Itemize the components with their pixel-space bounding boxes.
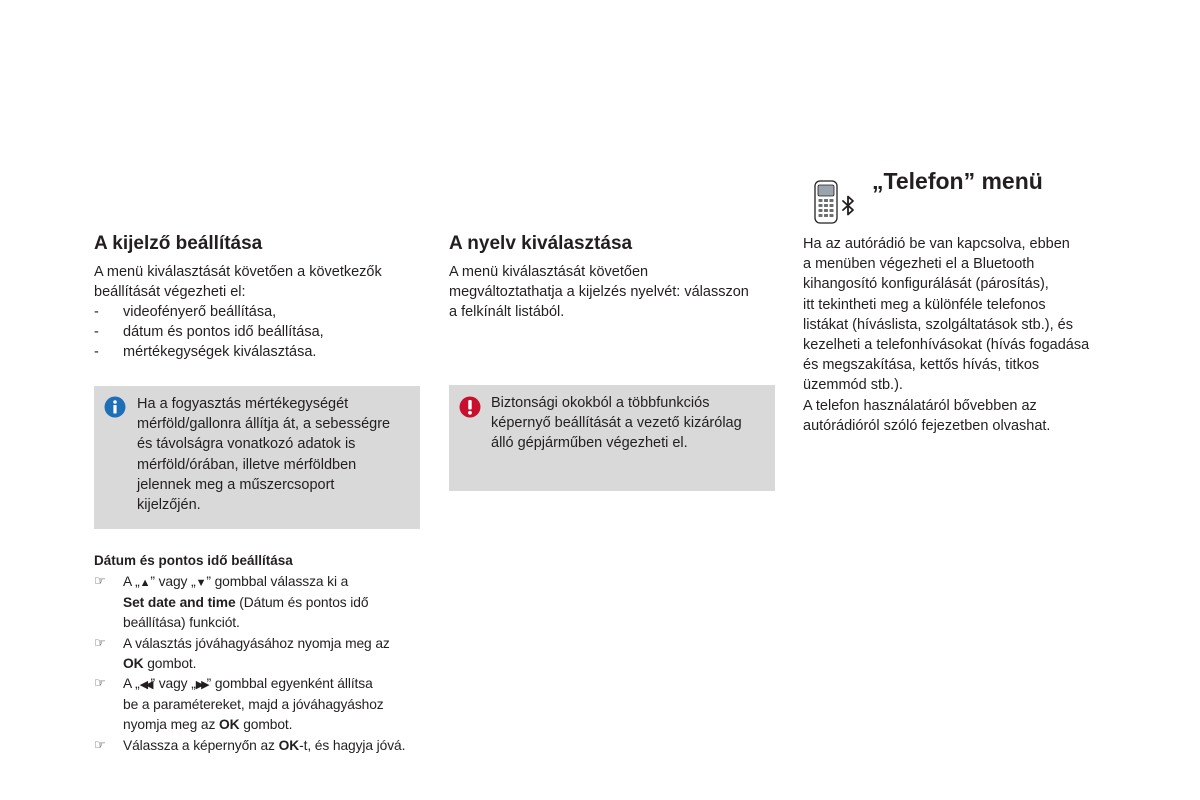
text-line: A menü kiválasztását követően a következők [94, 264, 382, 280]
date-time-steps [94, 572, 405, 756]
up-arrow-icon: ▲ [139, 577, 151, 589]
text-line: mérföld/órában, illetve mérföldben [137, 456, 357, 473]
text-line: listákat (híváslista, szolgáltatások stb.), és [803, 316, 1073, 333]
text-line: kezelheti a telefonhívásokat (hívás fogadása [803, 337, 1090, 354]
list-item: - videofényerő beállítása, [94, 302, 324, 322]
text-line: megváltoztathatja a kijelzés nyelvét: válasszon [449, 284, 749, 301]
text-line: és megszakítása, kettős hívás, titkos [803, 357, 1040, 374]
text-line: itt tekintheti meg a különféle telefonos [803, 296, 1046, 313]
info-note-text [137, 394, 390, 515]
rewind-icon: ◀◀ [139, 679, 151, 692]
text-line: Biztonsági okokból a többfunkciós [491, 395, 710, 411]
list-item: - dátum és pontos idő beállítása, [94, 322, 324, 342]
language-intro [449, 262, 749, 323]
text-line: a felkínált listából. [449, 304, 565, 321]
pointing-hand-icon: ☞ [94, 676, 106, 692]
step-item: ☞ A „▲” vagy „▼” gombbal válassza ki a Set date and time (Dátum és pontos idő beállítása) funkciót. [94, 574, 369, 631]
text-line: Ha a fogyasztás mértékegységét [137, 396, 349, 412]
step-item: ☞ A választás jóváhagyásához nyomja meg az OK gombot. [94, 635, 390, 671]
text-line: üzemmód stb.). [803, 377, 903, 394]
text-line: beállítását végezheti el: [94, 284, 246, 301]
text-line: jelennek meg a műszercsoport [137, 476, 335, 493]
telephone-menu-text [803, 234, 1089, 436]
pointing-hand-icon: ☞ [94, 737, 106, 753]
text-line: Ha az autórádió be van kapcsolva, ebben [803, 236, 1070, 252]
warning-icon [459, 396, 481, 418]
step-item: ☞ A „◀◀” vagy „▶▶” gombbal egyenként állítsa be a paramétereket, majd a jóváhagyáshoz nyomja meg az OK gombot. [94, 676, 384, 733]
section-heading-display: A kijelző beállítása [94, 233, 263, 254]
step-item: ☞ Válassza a képernyőn az OK-t, és hagyja jóvá. [94, 736, 405, 756]
text-line: képernyő beállítását a vezető kizárólag [491, 415, 742, 432]
telephone-menu-title: „Telefon” menü [872, 168, 1043, 194]
pointing-hand-icon: ☞ [94, 574, 106, 589]
date-time-subheading: Dátum és pontos idő beállítása [94, 553, 293, 568]
text-line: autórádióról szóló fejezetben olvashat. [803, 417, 1051, 434]
text-line: mérföld/gallonra állítja át, a sebességre [137, 416, 391, 433]
text-line: és távolságra vonatkozó adatok is [137, 436, 356, 453]
text-line: álló gépjárműben végezheti el. [491, 435, 688, 452]
mobile-phone-bluetooth-icon [810, 178, 860, 226]
down-arrow-icon: ▼ [195, 577, 207, 589]
info-icon [104, 396, 126, 418]
warning-note-text [491, 393, 742, 454]
warning-note-box [449, 385, 775, 491]
menu-option-name: Set date and time [123, 595, 236, 611]
display-intro [94, 262, 382, 302]
info-note-box [94, 386, 420, 529]
text-line: kijelzőjén. [137, 497, 201, 514]
text-line: A menü kiválasztását követően [449, 264, 649, 280]
text-line: a menüben végezheti el a Bluetooth [803, 256, 1035, 273]
display-settings-list [94, 302, 324, 363]
list-item: - mértékegységek kiválasztása. [94, 342, 324, 362]
text-line: A telefon használatáról bővebben az [803, 397, 1037, 414]
pointing-hand-icon: ☞ [94, 635, 106, 651]
text-line: kihangosító konfigurálását (párosítás), [803, 276, 1049, 293]
fast-forward-icon: ▶▶ [195, 679, 207, 692]
section-heading-language: A nyelv kiválasztása [449, 233, 633, 254]
